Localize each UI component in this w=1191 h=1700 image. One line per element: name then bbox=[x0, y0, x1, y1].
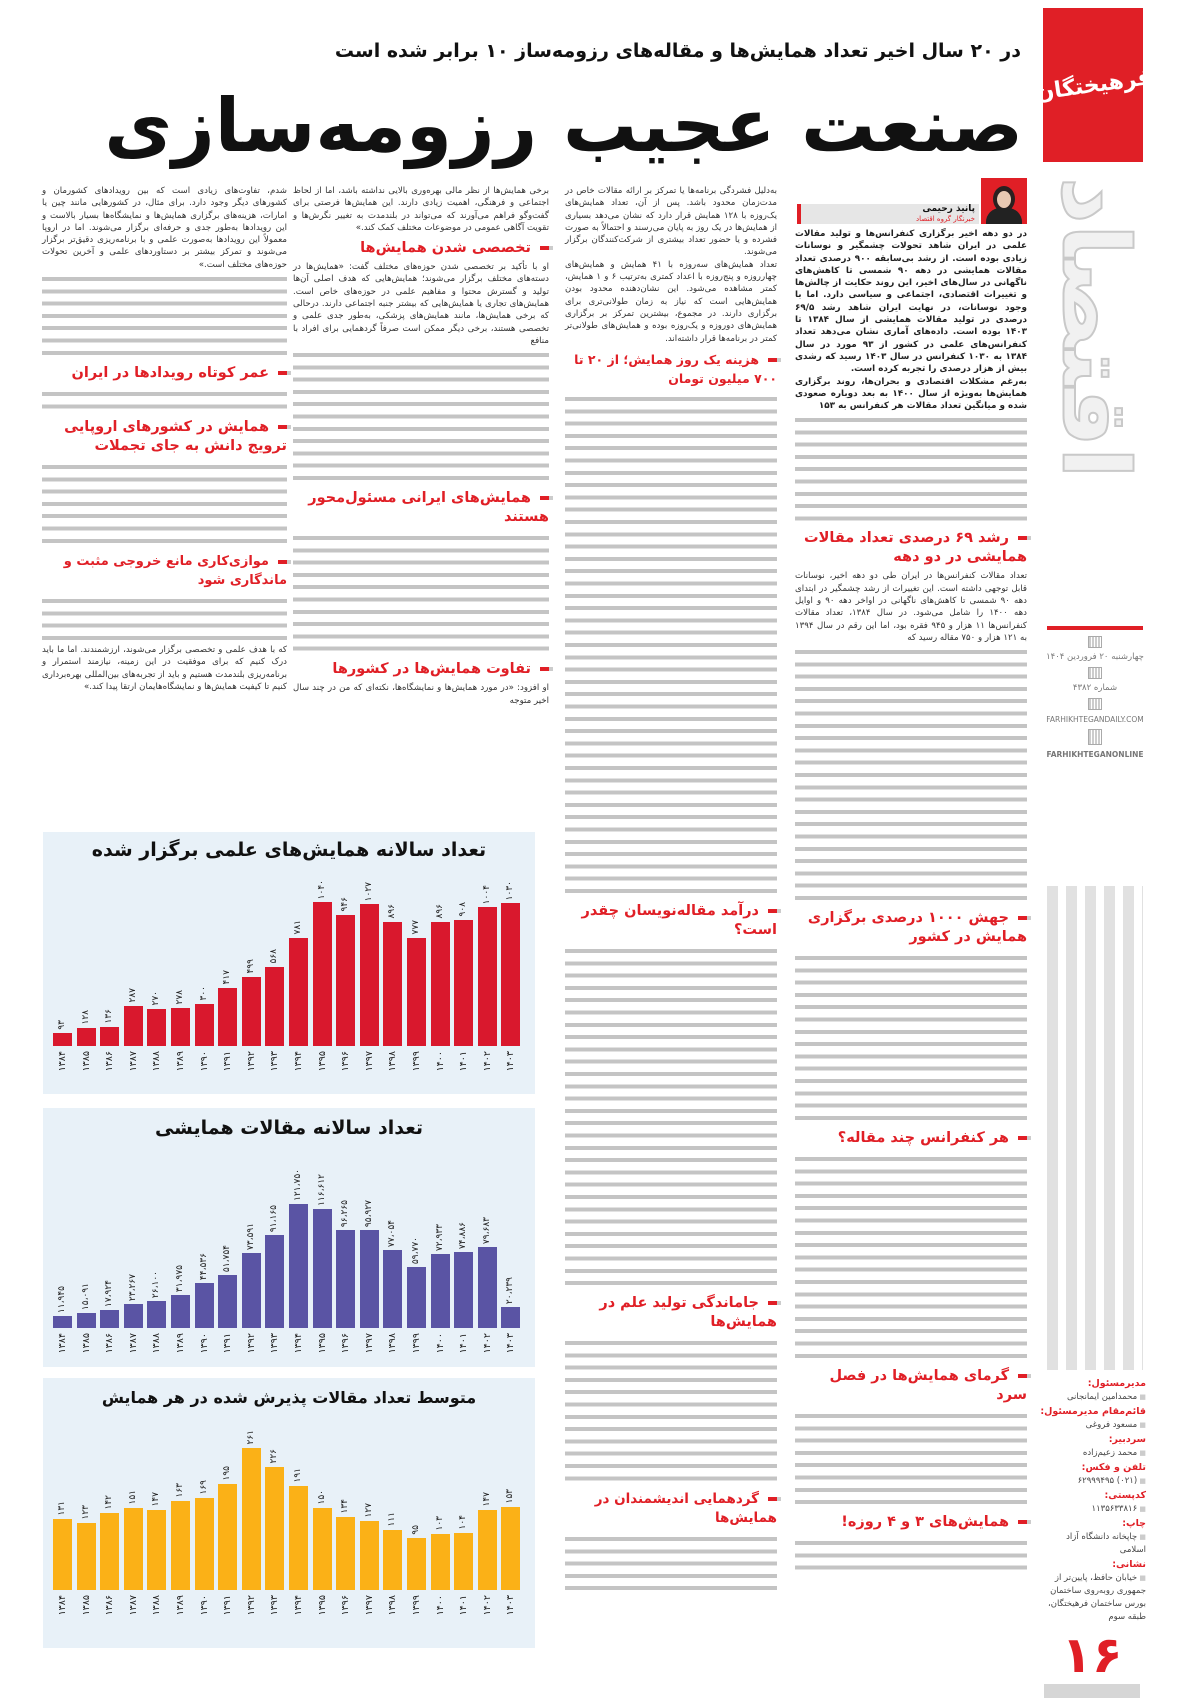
x-tick-label: ۱۴۰۰ bbox=[434, 1333, 446, 1354]
bar-value-label: ۱۱۶،۶۱۲ bbox=[316, 1174, 327, 1207]
bar-value-label: ۳۰۰ bbox=[198, 986, 209, 1001]
chart-bar bbox=[171, 1008, 190, 1046]
credit-value: ■ مسعود فروغی bbox=[1038, 1419, 1146, 1432]
body-paragraph: برخی همایش‌ها از نظر مالی بهره‌وری بالایی نداشته باشد، اما از لحاظ اجتماعی و فرهنگی، اهمیت زیادی دارند. این همایش‌ها فرصتی برای گفت‌وگو فراهم می‌آورند که می‌تواند در بلندمدت به تغییر نگرش‌ها و تقویت آگاهی عمومی در موضوعات مختلف کمک کند.» bbox=[293, 186, 549, 233]
chart-bar bbox=[501, 1507, 520, 1590]
author-role: خبرنگار گروه اقتصاد bbox=[915, 215, 975, 223]
x-tick-label: ۱۳۹۲ bbox=[245, 1333, 257, 1354]
bar-value-label: ۱۴۷ bbox=[151, 1492, 162, 1507]
bar-value-label: ۸۹۶ bbox=[434, 903, 445, 919]
x-tick-label: ۱۳۹۶ bbox=[340, 1051, 352, 1072]
chart-bar bbox=[454, 1252, 473, 1328]
bar-value-label: ۲۷۸ bbox=[175, 989, 186, 1005]
chart-bar bbox=[77, 1028, 96, 1046]
x-tick-label: ۱۳۸۵ bbox=[80, 1333, 92, 1354]
author-box bbox=[797, 178, 1027, 224]
chart-bar bbox=[289, 938, 308, 1046]
credit-value: ■ ۱۱۳۵۶۳۳۸۱۶ bbox=[1038, 1503, 1146, 1516]
body-paragraph: شدم، تفاوت‌های زیادی است که بین رویدادهای کشورمان و کشورهای دیگر وجود دارد. برای مثال، در کشورهایی مانند چین یا امارات، هزینه‌های برگزاری همایش‌ها و نمایشگاه‌ها بسیار بالاست و این رویدادها به‌طور جدی و حرفه‌ای برگزار می‌شوند. اما در اروپا معمولاً این رویدادها به‌صورت علمی و با برنامه‌ریزی دقیق‌تر برگزار می‌شوند و تمرکز بیشتر بر دستاوردهای علمی و آخرین تحولات حوزه‌های مختلف است.» bbox=[42, 186, 287, 270]
chart-bar bbox=[478, 1247, 497, 1328]
x-tick-label: ۱۳۹۸ bbox=[387, 1051, 399, 1072]
x-tick-label: ۱۳۸۸ bbox=[151, 1333, 163, 1354]
chart-title: تعداد سالانه همایش‌های علمی برگزار شده bbox=[91, 839, 487, 861]
x-tick-label: ۱۳۸۸ bbox=[151, 1051, 163, 1072]
body-text bbox=[565, 945, 777, 1289]
chart-bar bbox=[53, 1316, 72, 1328]
bar-value-label: ۲۳،۲۶۷ bbox=[127, 1274, 138, 1302]
credit-label: قائم‌مقام مدیرمسئول: bbox=[1040, 1406, 1146, 1417]
body-paragraph: تعداد همایش‌های سه‌روزه با ۴۱ همایش و همایش‌های چهارروزه و پنج‌روزه با اعداد کمتری به‌ترتیب ۶ و ۱ همایش، کمتر مشاهده می‌شود. این نشان‌دهنده محدود بودن همایش‌هایی است که نیاز به زمان طولانی‌تری برای برگزاری دارند. در مجموع، بیشترین تمرکز بر برگزاری همایش‌های دوروزه و یک‌روزه بوده و همایش‌های طولانی‌تر کمتر در برنامه‌ها قرار داشته‌اند. bbox=[565, 259, 778, 344]
body-paragraph: به‌دلیل فشردگی برنامه‌ها یا تمرکز بر ارائه مقالات خاص در مدت‌زمان محدود باشد. پس از آن، تعداد همایش‌های یک‌روزه با ۱۲۸ همایش قرار دارد که نشان می‌دهد بسیاری از همایش‌ها در یک روز به پایان می‌رسند و احتمالاً به صورت فشرده و یا حضور تعداد بیشتری از شرکت‌کنندگان برگزار می‌شوند. bbox=[565, 186, 778, 258]
bar-value-label: ۱۵۳ bbox=[505, 1488, 516, 1504]
chart-bar bbox=[407, 938, 426, 1046]
issue-date: چهارشنبه ۲۰ فروردین ۱۴۰۴ bbox=[1046, 652, 1144, 662]
subheading: درآمد مقاله‌نویسان چقدر است؟ bbox=[565, 902, 777, 940]
body-text bbox=[42, 461, 287, 547]
chart-bar bbox=[336, 915, 355, 1046]
x-tick-label: ۱۴۰۰ bbox=[434, 1595, 446, 1616]
x-tick-label: ۱۳۹۰ bbox=[198, 1051, 210, 1072]
x-tick-label: ۱۳۹۱ bbox=[222, 1051, 234, 1072]
subheading: همایش در کشورهای اروپایی ترویج دانش به جای تجملات bbox=[42, 418, 287, 456]
x-tick-label: ۱۴۰۲ bbox=[481, 1333, 493, 1354]
chart-title: متوسط تعداد مقالات پذیرش شده در هر همایش bbox=[101, 1388, 477, 1407]
bar-value-label: ۱۱۱ bbox=[387, 1511, 398, 1527]
credit-label: نشانی: bbox=[1112, 1559, 1146, 1570]
chart-bar bbox=[289, 1486, 308, 1590]
x-tick-label: ۱۳۸۷ bbox=[127, 1051, 139, 1072]
calendar-icon bbox=[1088, 636, 1102, 648]
subheading: هر کنفرانس چند مقاله؟ bbox=[795, 1129, 1027, 1148]
article-headline: صنعت عجیب رزومه‌سازی bbox=[104, 83, 1023, 169]
x-tick-label: ۱۳۹۲ bbox=[245, 1051, 257, 1072]
chart-bar bbox=[195, 1498, 214, 1590]
x-tick-label: ۱۴۰۳ bbox=[505, 1051, 517, 1072]
bar-value-label: ۱۶۳ bbox=[175, 1483, 186, 1498]
bar-value-label: ۱۰۴ bbox=[458, 1515, 469, 1530]
subheading: گردهمایی اندیشمندان در همایش‌ها bbox=[565, 1490, 777, 1528]
website-icon bbox=[1088, 698, 1102, 710]
bar-value-label: ۵۶۸ bbox=[269, 949, 280, 964]
bar-value-label: ۱۰۴۰ bbox=[316, 880, 327, 900]
chart-avg-papers bbox=[43, 1378, 535, 1648]
x-tick-label: ۱۳۹۹ bbox=[411, 1595, 423, 1616]
x-tick-label: ۱۳۹۱ bbox=[222, 1595, 234, 1616]
chart-bar bbox=[100, 1513, 119, 1590]
body-text bbox=[565, 1337, 777, 1485]
chart-bar bbox=[407, 1267, 426, 1328]
x-tick-label: ۱۳۸۹ bbox=[175, 1333, 187, 1354]
divider bbox=[1047, 626, 1143, 630]
x-tick-label: ۱۳۸۹ bbox=[175, 1051, 187, 1072]
bar-value-label: ۱۲۷ bbox=[363, 1502, 374, 1518]
chart-bar bbox=[336, 1230, 355, 1328]
body-text bbox=[795, 414, 1027, 524]
author-photo bbox=[981, 178, 1027, 224]
x-tick-label: ۱۳۹۷ bbox=[363, 1333, 375, 1354]
page-number: ۱۶ bbox=[1061, 1626, 1123, 1684]
chart-bar bbox=[360, 1521, 379, 1590]
bar-value-label: ۱۰۳۰ bbox=[505, 881, 516, 901]
subheading: موازی‌کاری مانع خروجی مثبت و ماندگاری شود bbox=[42, 552, 287, 590]
x-tick-label: ۱۳۹۷ bbox=[363, 1051, 375, 1072]
x-tick-label: ۱۳۹۴ bbox=[293, 1595, 305, 1616]
x-tick-label: ۱۳۸۸ bbox=[151, 1595, 163, 1616]
x-tick-label: ۱۳۸۶ bbox=[104, 1595, 116, 1616]
chart-bar bbox=[336, 1517, 355, 1590]
bar-value-label: ۹۵ bbox=[411, 1525, 422, 1535]
bar-value-label: ۹۱،۱۶۵ bbox=[269, 1205, 280, 1233]
chart-bar bbox=[218, 1484, 237, 1590]
bar-value-label: ۹۵،۹۲۷ bbox=[363, 1200, 374, 1228]
subheading: جاماندگی تولید علم در همایش‌ها bbox=[565, 1294, 777, 1332]
bar-value-label: ۱۷،۹۲۴ bbox=[104, 1279, 115, 1307]
bar-value-label: ۲۶۱ bbox=[245, 1430, 256, 1445]
body-text bbox=[42, 595, 287, 644]
qr-code-icon bbox=[1088, 729, 1102, 745]
chart-bar bbox=[195, 1283, 214, 1328]
bar-value-label: ۹۳ bbox=[57, 1020, 68, 1030]
subheading: گرمای همایش‌ها در فصل سرد bbox=[795, 1367, 1027, 1405]
chart-bar bbox=[289, 1204, 308, 1328]
body-text bbox=[795, 1537, 1027, 1574]
bar-value-label: ۱۲۸ bbox=[80, 1010, 91, 1025]
bar-value-label: ۹۶،۲۶۵ bbox=[340, 1199, 351, 1228]
chart-annual-conferences bbox=[43, 832, 535, 1094]
subheading: تفاوت همایش‌ها در کشورها bbox=[293, 660, 549, 679]
x-tick-label: ۱۳۹۹ bbox=[411, 1333, 423, 1354]
chart-bar bbox=[218, 1275, 237, 1328]
chart-bar bbox=[242, 977, 261, 1046]
x-tick-label: ۱۳۹۹ bbox=[411, 1051, 423, 1072]
bar-value-label: ۱۵۱ bbox=[127, 1489, 138, 1505]
chart-bar bbox=[124, 1508, 143, 1590]
bar-value-label: ۳۱،۹۷۵ bbox=[175, 1265, 186, 1293]
x-tick-label: ۱۴۰۲ bbox=[481, 1051, 493, 1072]
x-tick-label: ۱۳۸۶ bbox=[104, 1051, 116, 1072]
x-tick-label: ۱۴۰۱ bbox=[458, 1595, 470, 1616]
credit-label: چاپ: bbox=[1122, 1518, 1146, 1529]
chart-bar bbox=[171, 1295, 190, 1328]
section-label: اقتصاد bbox=[1041, 176, 1149, 479]
article-column-4 bbox=[42, 185, 287, 693]
body-text bbox=[795, 1410, 1027, 1508]
bar-value-label: ۲۷۰ bbox=[151, 990, 162, 1006]
bar-value-label: ۱۰۰۴ bbox=[481, 884, 492, 905]
chart-bar bbox=[360, 1230, 379, 1328]
credit-label: مدیرمسئول: bbox=[1087, 1378, 1146, 1389]
x-tick-label: ۱۳۹۴ bbox=[293, 1333, 305, 1354]
credit-value: ■ محمد زعیم‌زاده bbox=[1038, 1447, 1146, 1460]
x-tick-label: ۱۳۸۴ bbox=[57, 1051, 69, 1072]
chart-bar bbox=[313, 902, 332, 1046]
credit-value: ■ خیابان حافظ، پایین‌تر از جمهوری روبه‌روی ساختمان بورس ساختمان فرهیختگان، طبقه سوم bbox=[1038, 1572, 1146, 1624]
chart-bar bbox=[77, 1313, 96, 1328]
bar-value-label: ۱۹۱ bbox=[293, 1468, 304, 1483]
lead-paragraph: به‌رغم مشکلات اقتصادی و بحران‌ها، روند برگزاری همایش‌ها به‌ویژه از سال ۱۴۰۰ به بعد دوباره صعودی شده و میانگین تعداد مقالات هر کنفرانس به ۱۵۳ bbox=[795, 376, 1027, 412]
chart-bar bbox=[313, 1209, 332, 1328]
bar-value-label: ۷۸۱ bbox=[293, 919, 304, 935]
x-tick-label: ۱۳۹۳ bbox=[269, 1595, 281, 1616]
credit-label: تلفن و فکس: bbox=[1081, 1462, 1146, 1473]
chart-bar bbox=[431, 1534, 450, 1590]
credit-label: کدپستی: bbox=[1104, 1490, 1146, 1501]
body-text bbox=[565, 393, 777, 897]
body-paragraph: او با تأکید بر تخصصی شدن حوزه‌های مختلف گفت: «همایش‌ها در دسته‌های مختلف برگزار می‌شوند؛ همایش‌هایی که هدف اصلی آن‌ها تولید و گسترش محتوا و مفاهیم علمی در حوزه‌های خاص است. همایش‌های تجاری یا همایش‌هایی که بیشتر جنبه اجتماعی دارند. درحالی که برخی همایش‌ها، مانند همایش‌های پزشکی، به‌طور جدی علمی و تخصصی هستند، برخی دیگر ممکن است صرفاً گردهمایی برای افراد با منافع bbox=[293, 262, 549, 346]
bar-value-label: ۲۸۷ bbox=[127, 988, 138, 1003]
chart-bar bbox=[454, 920, 473, 1046]
chart-bar bbox=[383, 922, 402, 1046]
credit-label: سردبیر: bbox=[1108, 1434, 1146, 1445]
x-tick-label: ۱۳۹۷ bbox=[363, 1595, 375, 1616]
x-tick-label: ۱۳۸۴ bbox=[57, 1333, 69, 1354]
body-text bbox=[565, 1533, 777, 1594]
x-tick-label: ۱۳۸۵ bbox=[80, 1595, 92, 1616]
bar-value-label: ۱۲۳ bbox=[80, 1505, 91, 1520]
subheading: عمر کوتاه رویدادها در ایران bbox=[42, 364, 287, 383]
lead-paragraph: در دو دهه اخیر برگزاری کنفرانس‌ها و تولید مقالات علمی در ایران شاهد تحولات چشمگیر و نوسانات زیادی بوده است. از رشد بی‌سابقه ۹۰۰ درصدی تعداد مقالات همایشی در دهه ۹۰ شمسی تا کاهش‌های ناگهانی در سال‌های اخیر، این روند حکایت از چالش‌ها و تغییرات اقتصادی، اجتماعی و سیاسی دارد. اما با وجود نوسانات، در نهایت ایران شاهد رشد ۶۹/۵ درصدی در تولید مقالات همایشی از سال ۱۳۸۴ تا ۱۴۰۳ بوده است. داده‌های آماری نشان می‌دهد تعداد کنفرانس‌های علمی در کشور از ۹۳ مورد در سال ۱۳۸۴ به ۱۰۳۰ کنفرانس در سال ۱۴۰۳ رسید که رشدی بیش از هزار درصدی را تجربه کرده است. bbox=[795, 229, 1027, 375]
bar-value-label: ۴۴،۵۳۶ bbox=[198, 1252, 209, 1280]
chart-bar bbox=[53, 1519, 72, 1590]
body-text bbox=[795, 646, 1027, 904]
x-tick-label: ۱۳۹۸ bbox=[387, 1333, 399, 1354]
x-tick-label: ۱۳۹۸ bbox=[387, 1595, 399, 1616]
bar-value-label: ۴۹۹ bbox=[245, 958, 256, 974]
bar-value-label: ۱۲۱،۷۵۰ bbox=[293, 1169, 304, 1201]
chart-bar bbox=[100, 1027, 119, 1046]
bar-value-label: ۱۰۲۷ bbox=[363, 881, 374, 902]
x-tick-label: ۱۳۸۴ bbox=[57, 1595, 69, 1616]
chart-bar bbox=[147, 1510, 166, 1590]
bar-value-label: ۵۱،۷۵۴ bbox=[222, 1245, 233, 1273]
body-paragraph: تعداد مقالات کنفرانس‌ها در ایران طی دو دهه اخیر، نوسانات قابل توجهی داشته است. این تغییرات از رشد چشمگیر در ابتدای دهه ۹۰ شمسی تا کاهش‌های ناگهانی در اواخر دهه ۹۰ و اوایل دهه ۱۴۰۰ را شامل می‌شود. در سال ۱۳۸۴، تعداد مقالات کنفرانس‌ها ۱۱ هزار و ۹۴۵ فقره بود، اما این رقم در سال ۱۳۹۴ به ۱۲۱ هزار و ۷۵۰ مقاله رسید که bbox=[795, 571, 1027, 643]
subheading: هزینه یک روز همایش؛ از ۲۰ تا ۷۰۰ میلیون تومان bbox=[565, 350, 777, 388]
bar-value-label: ۷۳،۵۹۱ bbox=[245, 1223, 256, 1251]
bar-value-label: ۷۷،۰۵۴ bbox=[387, 1219, 398, 1247]
chart-bar bbox=[195, 1004, 214, 1046]
chart-bar bbox=[501, 903, 520, 1046]
newspaper-logo bbox=[1033, 8, 1153, 162]
chart-bar bbox=[171, 1501, 190, 1590]
subheading: همایش‌های ۳ و ۴ روزه! bbox=[795, 1513, 1027, 1532]
x-tick-label: ۱۳۹۳ bbox=[269, 1333, 281, 1354]
chart-bar bbox=[478, 1510, 497, 1590]
bar-value-label: ۱۹۵ bbox=[222, 1465, 233, 1481]
chart-bar bbox=[501, 1307, 520, 1328]
bar-value-label: ۱۴۷ bbox=[481, 1492, 492, 1507]
subheading: رشد ۶۹ درصدی تعداد مقالات همایشی در دو دهه bbox=[795, 529, 1027, 567]
bar-value-label: ۹۰۸ bbox=[458, 902, 469, 917]
chart-bar bbox=[478, 907, 497, 1046]
credits-box bbox=[1038, 1376, 1146, 1698]
bar-value-label: ۴۱۷ bbox=[222, 970, 233, 985]
subheading: جهش ۱۰۰۰ درصدی برگزاری همایش در کشور bbox=[795, 909, 1027, 947]
x-tick-label: ۱۳۹۵ bbox=[316, 1333, 328, 1354]
body-paragraph: که با هدف علمی و تخصصی برگزار می‌شوند، ارزشمندند. اما ما باید درک کنیم که برای موفقیت در این زمینه، نیازمند استمرار و برنامه‌ریزی بلندمدت هستیم و باید از تجربه‌های بین‌المللی بهره‌برداری کنیم تا کیفیت همایش‌ها و نمایشگاه‌هایمان ارتقا پیدا کند.» bbox=[42, 645, 287, 692]
author-name: پانیذ رحیمی bbox=[922, 204, 975, 214]
logo-text: فرهیختگان bbox=[1033, 64, 1153, 106]
x-tick-label: ۱۳۹۶ bbox=[340, 1333, 352, 1354]
x-tick-label: ۱۳۸۶ bbox=[104, 1333, 116, 1354]
issue-number-icon bbox=[1088, 667, 1102, 679]
bar-value-label: ۸۹۶ bbox=[387, 903, 398, 919]
chart-bar bbox=[360, 904, 379, 1046]
chart-bar bbox=[265, 967, 284, 1046]
chart-bar bbox=[218, 988, 237, 1046]
article-column-3 bbox=[293, 185, 549, 707]
article-kicker: در ۲۰ سال اخیر تعداد همایش‌ها و مقاله‌های رزومه‌ساز ۱۰ برابر شده است bbox=[334, 40, 1021, 62]
credit-value: ■ محمدامین ایمانجانی bbox=[1038, 1391, 1146, 1404]
chart-title: تعداد سالانه مقالات همایشی bbox=[154, 1117, 424, 1139]
bar-value-label: ۹۴۶ bbox=[340, 897, 351, 912]
chart-bar bbox=[454, 1533, 473, 1590]
body-text bbox=[293, 532, 549, 655]
chart-bar bbox=[124, 1006, 143, 1046]
chart-bar bbox=[242, 1448, 261, 1590]
chart-bar bbox=[431, 922, 450, 1046]
body-text bbox=[42, 388, 287, 413]
chart-bar bbox=[383, 1250, 402, 1328]
chart-bar bbox=[147, 1009, 166, 1046]
body-text bbox=[795, 952, 1027, 1124]
article-column-1 bbox=[795, 178, 1027, 1574]
bar-value-label: ۲۲۶ bbox=[269, 1449, 280, 1464]
chart-bar bbox=[100, 1310, 119, 1328]
x-tick-label: ۱۴۰۲ bbox=[481, 1595, 493, 1616]
bar-value-label: ۱۶۹ bbox=[198, 1480, 209, 1495]
x-tick-label: ۱۴۰۱ bbox=[458, 1333, 470, 1354]
decorative-pattern bbox=[1047, 886, 1143, 1370]
issue-number: شماره ۴۳۸۲ bbox=[1072, 683, 1118, 693]
bar-value-label: ۱۱،۹۴۵ bbox=[57, 1285, 68, 1313]
chart-bar bbox=[124, 1304, 143, 1328]
credit-value: ■ (۰۲۱) ۶۲۹۹۹۴۹۵ bbox=[1038, 1475, 1146, 1488]
x-tick-label: ۱۳۸۹ bbox=[175, 1595, 187, 1616]
body-text bbox=[293, 349, 549, 484]
bar-value-label: ۷۹،۶۸۳ bbox=[481, 1216, 492, 1244]
website-link[interactable]: FARHIKHTEGANDAILY.COM bbox=[1046, 715, 1144, 724]
x-tick-label: ۱۳۹۰ bbox=[198, 1595, 210, 1616]
social-handle[interactable]: FARHIKHTEGANONLINE bbox=[1046, 750, 1144, 759]
subheading: همایش‌های ایرانی مسئول‌محور هستند bbox=[293, 489, 549, 527]
x-tick-label: ۱۳۸۷ bbox=[127, 1333, 139, 1354]
decorative-block bbox=[1044, 1684, 1140, 1698]
chart-bar bbox=[53, 1033, 72, 1046]
x-tick-label: ۱۳۹۶ bbox=[340, 1595, 352, 1616]
bar-value-label: ۱۳۴ bbox=[340, 1499, 351, 1514]
chart-bar bbox=[313, 1508, 332, 1590]
chart-bar bbox=[242, 1253, 261, 1328]
issue-info bbox=[1040, 636, 1150, 760]
bar-value-label: ۱۰۳ bbox=[434, 1515, 445, 1531]
bar-value-label: ۱۵،۰۹۱ bbox=[80, 1282, 91, 1310]
bar-value-label: ۷۴،۸۸۶ bbox=[458, 1221, 469, 1249]
x-tick-label: ۱۳۸۷ bbox=[127, 1595, 139, 1616]
x-tick-label: ۱۴۰۱ bbox=[458, 1051, 470, 1072]
x-tick-label: ۱۴۰۳ bbox=[505, 1595, 517, 1616]
body-text bbox=[795, 1153, 1027, 1362]
chart-bar bbox=[431, 1254, 450, 1328]
x-tick-label: ۱۳۹۳ bbox=[269, 1051, 281, 1072]
bar-value-label: ۷۲،۹۳۳ bbox=[434, 1223, 445, 1251]
bar-value-label: ۱۵۰ bbox=[316, 1490, 327, 1505]
bar-value-label: ۵۹،۷۷۰ bbox=[411, 1237, 422, 1265]
chart-bar bbox=[265, 1235, 284, 1328]
bar-value-label: ۷۷۷ bbox=[411, 920, 422, 935]
body-paragraph: او افزود: «در مورد همایش‌ها و نمایشگاه‌ها، نکته‌ای که من در چند سال اخیر متوجه bbox=[293, 683, 549, 706]
body-text bbox=[42, 273, 287, 359]
chart-bar bbox=[407, 1538, 426, 1590]
chart-annual-papers bbox=[43, 1108, 535, 1367]
bar-value-label: ۲۶،۱۰۰ bbox=[151, 1271, 162, 1299]
x-tick-label: ۱۳۸۵ bbox=[80, 1051, 92, 1072]
bar-value-label: ۲۰،۲۳۹ bbox=[505, 1277, 516, 1305]
article-column-2 bbox=[565, 185, 777, 1594]
chart-bar bbox=[265, 1467, 284, 1590]
x-tick-label: ۱۳۹۴ bbox=[293, 1051, 305, 1072]
bar-value-label: ۱۳۶ bbox=[104, 1009, 115, 1024]
chart-bar bbox=[147, 1301, 166, 1328]
x-tick-label: ۱۳۹۱ bbox=[222, 1333, 234, 1354]
subheading: تخصصی شدن همایش‌ها bbox=[293, 239, 549, 258]
bar-value-label: ۱۳۱ bbox=[57, 1500, 68, 1516]
x-tick-label: ۱۳۹۵ bbox=[316, 1051, 328, 1072]
chart-bar bbox=[383, 1530, 402, 1590]
credit-value: ■ چاپخانه دانشگاه آزاد اسلامی bbox=[1038, 1531, 1146, 1557]
x-tick-label: ۱۴۰۳ bbox=[505, 1333, 517, 1354]
x-tick-label: ۱۳۹۵ bbox=[316, 1595, 328, 1616]
x-tick-label: ۱۳۹۰ bbox=[198, 1333, 210, 1354]
x-tick-label: ۱۴۰۰ bbox=[434, 1051, 446, 1072]
bar-value-label: ۱۴۲ bbox=[104, 1494, 115, 1510]
x-tick-label: ۱۳۹۲ bbox=[245, 1595, 257, 1616]
chart-bar bbox=[77, 1523, 96, 1590]
